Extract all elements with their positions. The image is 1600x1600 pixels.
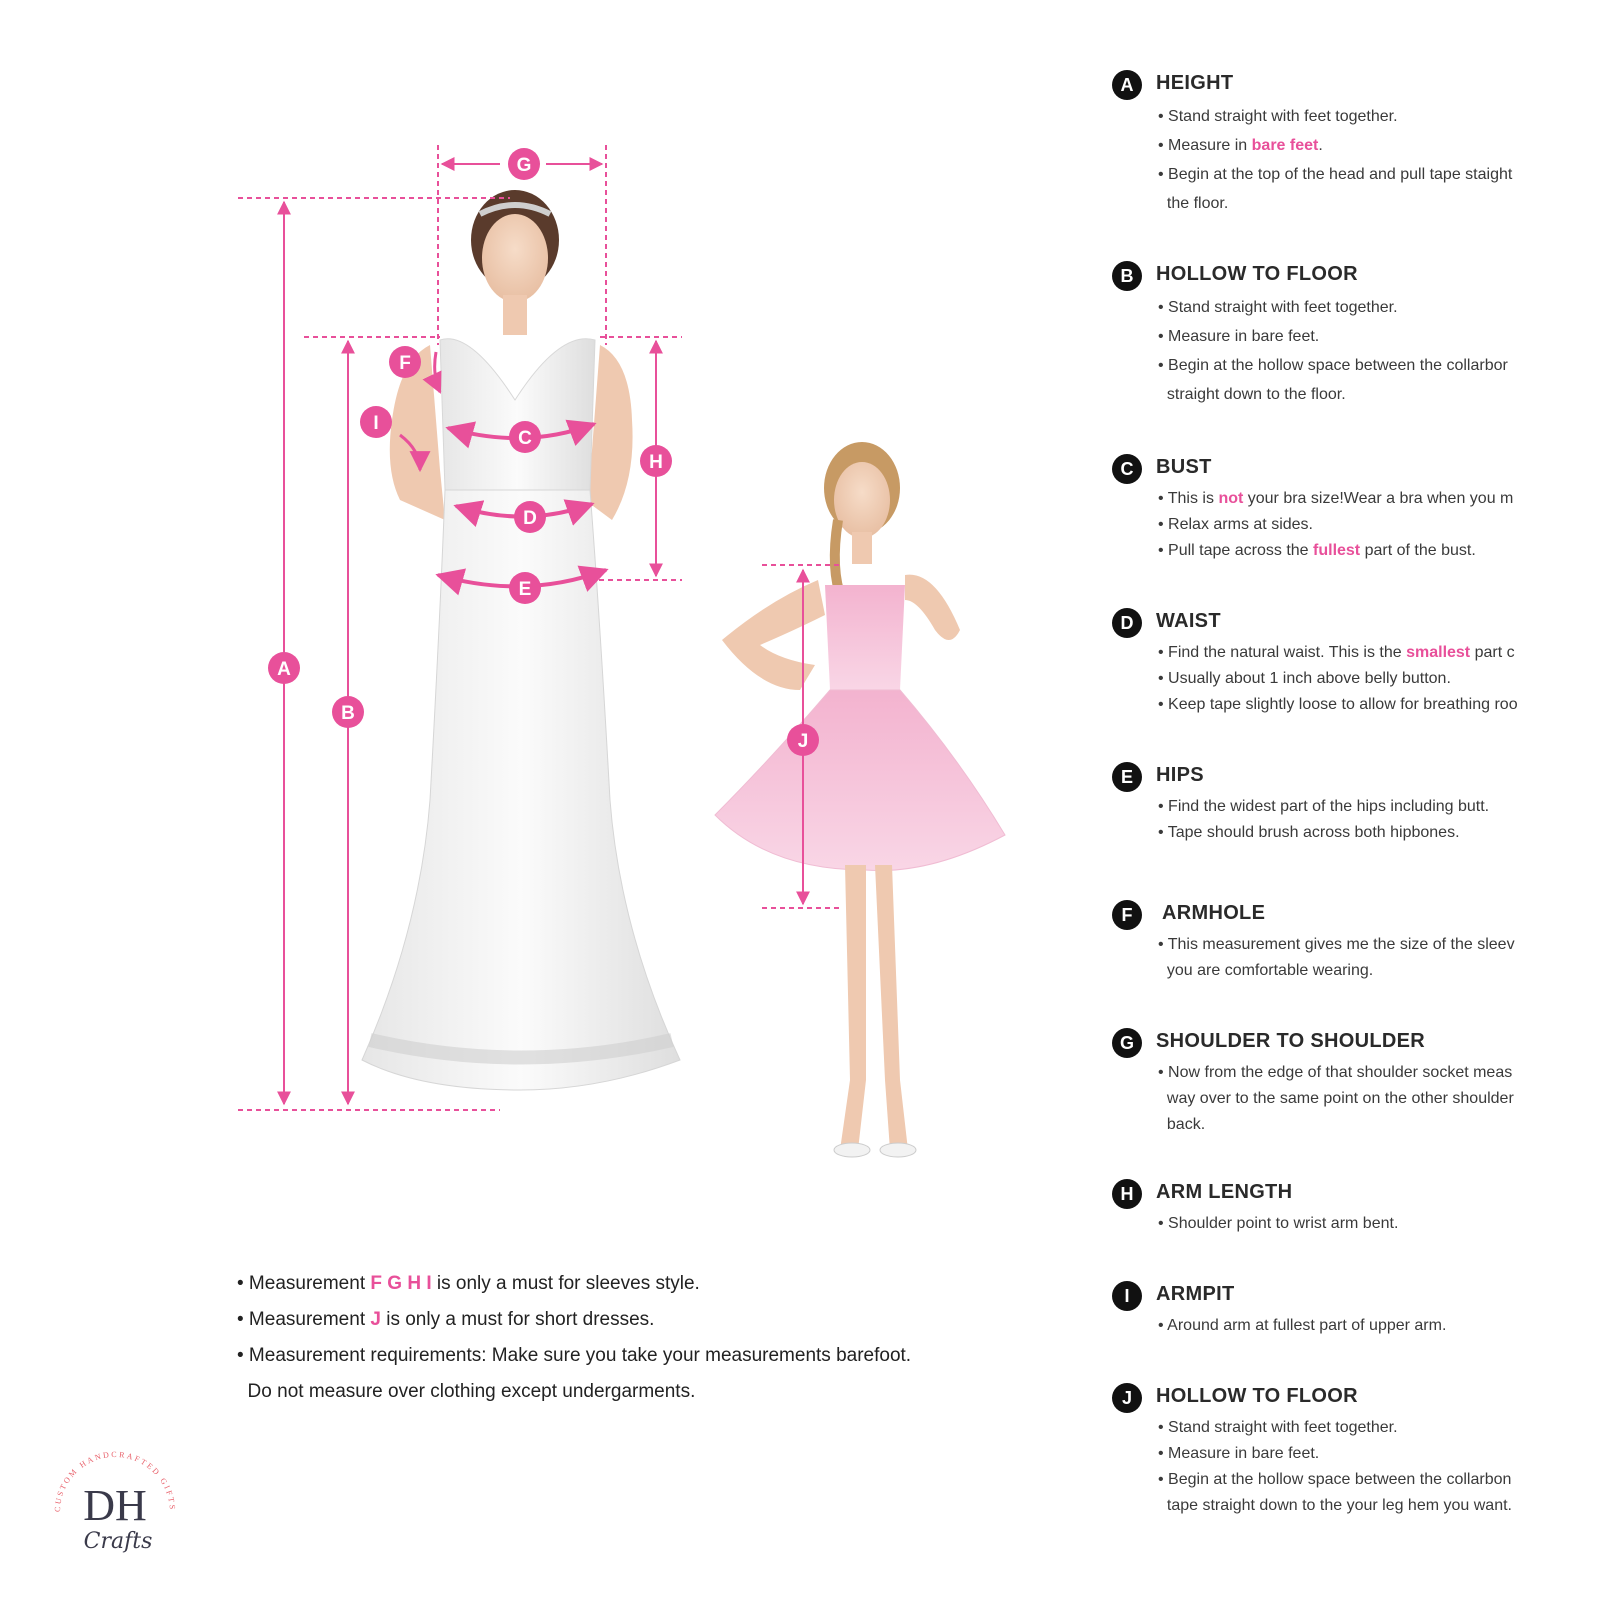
section-title: HOLLOW TO FLOOR bbox=[1156, 263, 1358, 285]
marker-a bbox=[268, 652, 300, 684]
section-title: WAIST bbox=[1156, 610, 1221, 632]
marker-c bbox=[509, 421, 541, 453]
section-title: HEIGHT bbox=[1156, 72, 1234, 94]
instruction-line: back. bbox=[1158, 1116, 1206, 1133]
instruction-line: way over to the same point on the other shoulder bbox=[1158, 1090, 1514, 1107]
marker-e bbox=[509, 572, 541, 604]
instruction-line: • Begin at the top of the head and pull tape staight bbox=[1158, 166, 1513, 183]
badge-e: E bbox=[1112, 762, 1142, 792]
svg-text:CUSTOM HANDCRAFTED GIFTS: CUSTOM HANDCRAFTED GIFTS bbox=[52, 1449, 178, 1513]
instruction-line: • Stand straight with feet together. bbox=[1158, 299, 1398, 316]
note-line: Do not measure over clothing except undergarments. bbox=[237, 1381, 696, 1402]
svg-text:I: I bbox=[373, 413, 379, 434]
badge-d: D bbox=[1112, 608, 1142, 638]
instruction-line: • Now from the edge of that shoulder socket meas bbox=[1158, 1064, 1513, 1081]
instruction-line: • This measurement gives me the size of the sleev bbox=[1158, 936, 1515, 953]
marker-j bbox=[787, 724, 819, 756]
marker-g bbox=[508, 148, 540, 180]
instruction-line: • Measure in bare feet. bbox=[1158, 328, 1320, 345]
highlight-text: bare feet bbox=[1251, 137, 1319, 154]
instruction-line: • Shoulder point to wrist arm bent. bbox=[1158, 1215, 1399, 1232]
svg-text:DH: DH bbox=[83, 1481, 147, 1530]
badge-c: C bbox=[1112, 454, 1142, 484]
marker-d bbox=[514, 501, 546, 533]
highlight-text: not bbox=[1218, 490, 1244, 507]
section-title: SHOULDER TO SHOULDER bbox=[1156, 1030, 1425, 1052]
svg-text:J: J bbox=[797, 731, 809, 752]
section-title: ARM LENGTH bbox=[1156, 1181, 1293, 1203]
section-title: ARMPIT bbox=[1156, 1283, 1235, 1305]
note-line: • Measurement requirements: Make sure you take your measurements barefoot. bbox=[237, 1345, 912, 1366]
badge-j: J bbox=[1112, 1383, 1142, 1413]
girl-figure bbox=[715, 442, 1005, 1157]
svg-text:Crafts: Crafts bbox=[83, 1529, 153, 1554]
instruction-line: you are comfortable wearing. bbox=[1158, 962, 1374, 979]
section-title: ARMHOLE bbox=[1162, 902, 1266, 924]
note-line: • Measurement F G H I is only a must for sleeves style. bbox=[237, 1273, 700, 1294]
instruction-line: • Begin at the hollow space between the collarbor bbox=[1158, 357, 1508, 374]
highlight-text: J bbox=[370, 1309, 381, 1330]
instruction-line: • Around arm at fullest part of upper arm. bbox=[1158, 1317, 1447, 1334]
section-title: HOLLOW TO FLOOR bbox=[1156, 1385, 1358, 1407]
highlight-text: smallest bbox=[1406, 644, 1471, 661]
instruction-line: • Stand straight with feet together. bbox=[1158, 108, 1398, 125]
svg-text:H: H bbox=[649, 452, 663, 473]
badge-a: A bbox=[1112, 70, 1142, 100]
svg-text:E: E bbox=[518, 579, 532, 600]
bride-figure bbox=[362, 190, 680, 1090]
marker-f bbox=[389, 346, 421, 378]
marker-i bbox=[360, 406, 392, 438]
instruction-line: the floor. bbox=[1158, 195, 1229, 212]
section-title: BUST bbox=[1156, 456, 1212, 478]
instruction-line: • Begin at the hollow space between the collarbon bbox=[1158, 1471, 1512, 1488]
highlight-text: F G H I bbox=[370, 1273, 432, 1294]
instruction-line: • Tape should brush across both hipbones. bbox=[1158, 824, 1460, 841]
instruction-line: • Stand straight with feet together. bbox=[1158, 1419, 1398, 1436]
instruction-line: • Measure in bare feet. bbox=[1158, 137, 1323, 154]
svg-text:B: B bbox=[341, 703, 355, 724]
instruction-line: • Relax arms at sides. bbox=[1158, 516, 1313, 533]
svg-text:D: D bbox=[523, 508, 537, 529]
badge-h: H bbox=[1112, 1179, 1142, 1209]
instruction-line: • Pull tape across the fullest part of the bust. bbox=[1158, 542, 1476, 559]
badge-i: I bbox=[1112, 1281, 1142, 1311]
instruction-line: tape straight down to the your leg hem you want. bbox=[1158, 1497, 1512, 1514]
svg-text:G: G bbox=[516, 155, 532, 176]
dh-crafts-logo bbox=[40, 1430, 190, 1580]
marker-b bbox=[332, 696, 364, 728]
instruction-line: • This is not your bra size!Wear a bra when you m bbox=[1158, 490, 1514, 507]
svg-text:A: A bbox=[277, 659, 291, 680]
instruction-line: • Measure in bare feet. bbox=[1158, 1445, 1320, 1462]
highlight-text: fullest bbox=[1313, 542, 1361, 559]
instruction-line: • Usually about 1 inch above belly button. bbox=[1158, 670, 1451, 687]
instruction-line: straight down to the floor. bbox=[1158, 386, 1346, 403]
instruction-line: • Find the natural waist. This is the smallest part c bbox=[1158, 644, 1515, 661]
svg-text:C: C bbox=[518, 428, 532, 449]
svg-text:F: F bbox=[399, 353, 411, 374]
measurement-notes bbox=[237, 1266, 957, 1410]
badge-f: F bbox=[1112, 900, 1142, 930]
note-line: • Measurement J is only a must for short dresses. bbox=[237, 1309, 655, 1330]
section-title: HIPS bbox=[1156, 764, 1204, 786]
instruction-line: • Keep tape slightly loose to allow for breathing roo bbox=[1158, 696, 1518, 713]
measurement-instructions bbox=[1112, 64, 1552, 1564]
marker-h bbox=[640, 445, 672, 477]
instruction-line: • Find the widest part of the hips including butt. bbox=[1158, 798, 1490, 815]
badge-b: B bbox=[1112, 261, 1142, 291]
badge-g: G bbox=[1112, 1028, 1142, 1058]
